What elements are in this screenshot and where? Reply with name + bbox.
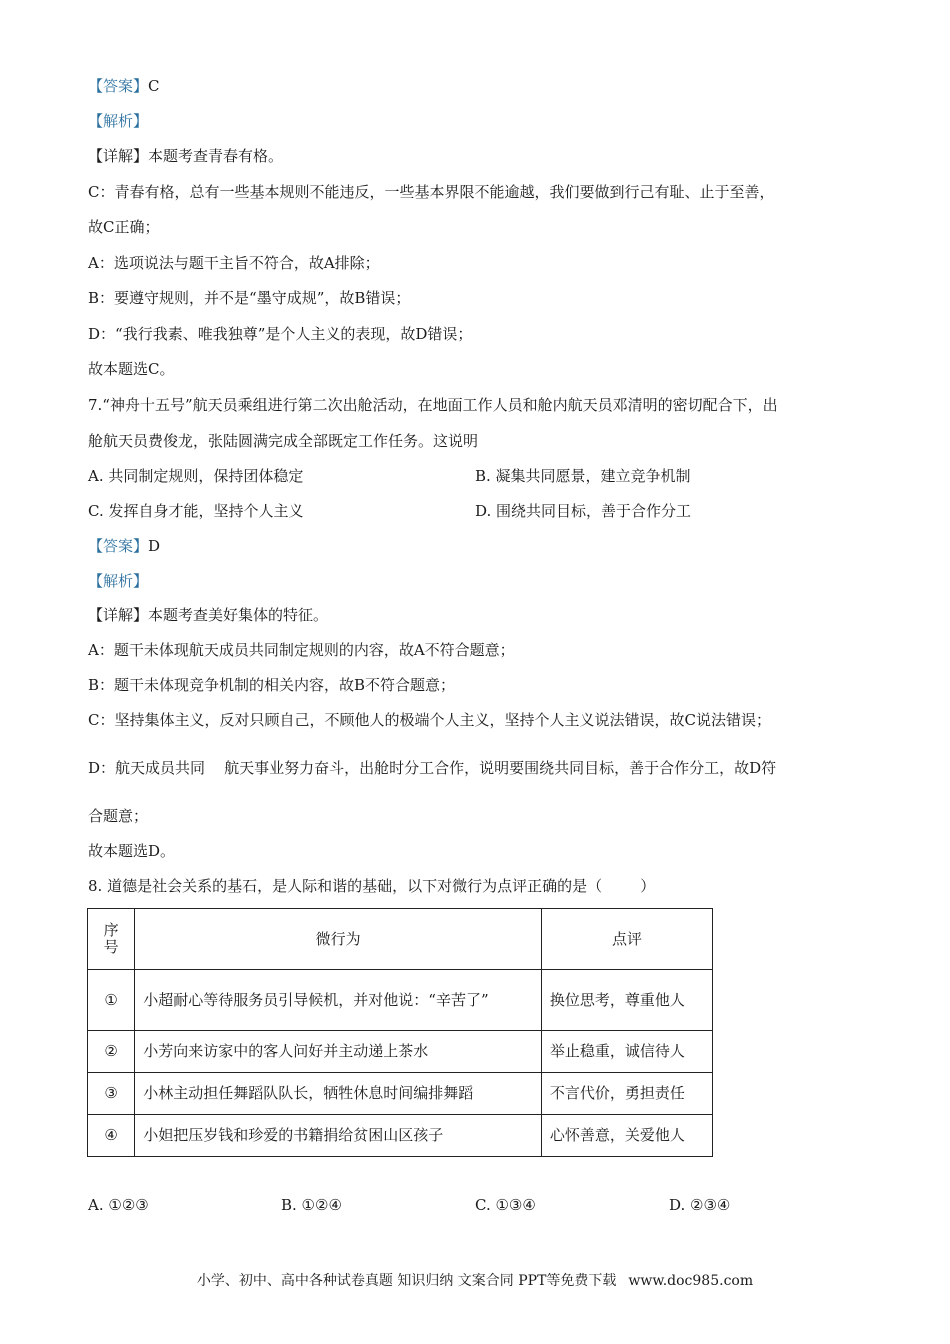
header-num: 序号 (88, 909, 135, 970)
table-row (88, 1073, 713, 1115)
q7-option-c: C. 发挥自身才能，坚持个人主义 (88, 502, 304, 520)
q6-answer: 【答案】C (88, 77, 160, 95)
q7-stem-line2: 舱航天员费俊龙，张陆圆满完成全部既定工作任务。这说明 (88, 432, 479, 450)
q6-analysis-tag: 【解析】 (88, 112, 149, 130)
q7-option-d: D. 围绕共同目标，善于合作分工 (475, 502, 692, 520)
row-behavior: 小芳向来访家中的客人问好并主动递上茶水 (135, 1031, 542, 1073)
q8-option-a: A. ①②③ (88, 1196, 149, 1214)
row-comment: 心怀善意，关爱他人 (541, 1115, 712, 1157)
row-num: ③ (88, 1073, 135, 1115)
table-row (88, 970, 713, 1031)
q7-line: C：坚持集体主义，反对只顾自己，不顾他人的极端个人主义，坚持个人主义说法错误，故C说法错误； (88, 711, 771, 729)
row-behavior: 小超耐心等待服务员引导候机，并对他说：“辛苦了” (135, 970, 542, 1031)
table-header-row (88, 909, 713, 970)
row-behavior: 小妲把压岁钱和珍爱的书籍捐给贫困山区孩子 (135, 1115, 542, 1157)
q7-answer: 【答案】D (88, 537, 161, 555)
row-num: ② (88, 1031, 135, 1073)
table-row (88, 1031, 713, 1073)
q7-line: B：题干未体现竞争机制的相关内容，故B不符合题意； (88, 676, 456, 694)
q8-option-b: B. ①②④ (281, 1196, 342, 1214)
q7-line: 故本题选D。 (88, 842, 176, 860)
q6-line: 故本题选C。 (88, 360, 175, 378)
q6-line: B：要遵守规则，并不是“墨守成规”，故B错误； (88, 289, 411, 307)
header-comment: 点评 (541, 909, 712, 970)
q7-option-a: A. 共同制定规则，保持团体稳定 (88, 467, 304, 485)
footer-text: 小学、初中、高中各种试卷真题 知识归纳 文案合同 PPT等免费下载 (196, 1273, 617, 1289)
row-comment: 举止稳重，诚信待人 (541, 1031, 712, 1073)
q8-table (87, 908, 713, 1157)
q7-detail: 【详解】本题考查美好集体的特征。 (88, 606, 329, 624)
q6-line: D：“我行我素、唯我独尊”是个人主义的表现，故D错误； (88, 325, 473, 343)
q7-line: D：航天成员共同 航天事业努力奋斗，出舱时分工合作，说明要围绕共同目标，善于合作分工，故D符 (88, 759, 777, 777)
q7-line: A：题干未体现航天成员共同制定规则的内容，故A不符合题意； (88, 641, 515, 659)
q8-option-d: D. ②③④ (669, 1196, 731, 1214)
row-num: ① (88, 970, 135, 1031)
q6-line: A：选项说法与题干主旨不符合，故A排除； (88, 254, 380, 272)
row-num: ④ (88, 1115, 135, 1157)
q7-analysis-tag: 【解析】 (88, 572, 149, 590)
q7-stem-line1: 7.“神舟十五号”航天员乘组进行第二次出舱活动，在地面工作人员和舱内航天员邓清明的密切配合下，出 (88, 396, 778, 414)
q7-option-b: B. 凝集共同愿景，建立竞争机制 (475, 467, 691, 485)
header-behavior: 微行为 (135, 909, 542, 970)
q8-stem: 8. 道德是社会关系的基石，是人际和谐的基础，以下对微行为点评正确的是（ ） (88, 877, 656, 895)
page-footer (0, 1270, 950, 1290)
q6-line: C：青春有格，总有一些基本规则不能违反，一些基本界限不能逾越，我们要做到行己有耻、止于至善， (88, 183, 775, 201)
row-comment: 不言代价，勇担责任 (541, 1073, 712, 1115)
q6-detail: 【详解】本题考查青春有格。 (88, 147, 284, 165)
table-row (88, 1115, 713, 1157)
row-comment: 换位思考，尊重他人 (541, 970, 712, 1031)
q7-line: 合题意； (88, 807, 149, 825)
q6-line: 故C正确； (88, 218, 160, 236)
row-behavior: 小林主动担任舞蹈队队长，牺牲休息时间编排舞蹈 (135, 1073, 542, 1115)
q8-option-c: C. ①③④ (475, 1196, 536, 1214)
footer-url[interactable]: www.doc985.com (628, 1273, 754, 1289)
